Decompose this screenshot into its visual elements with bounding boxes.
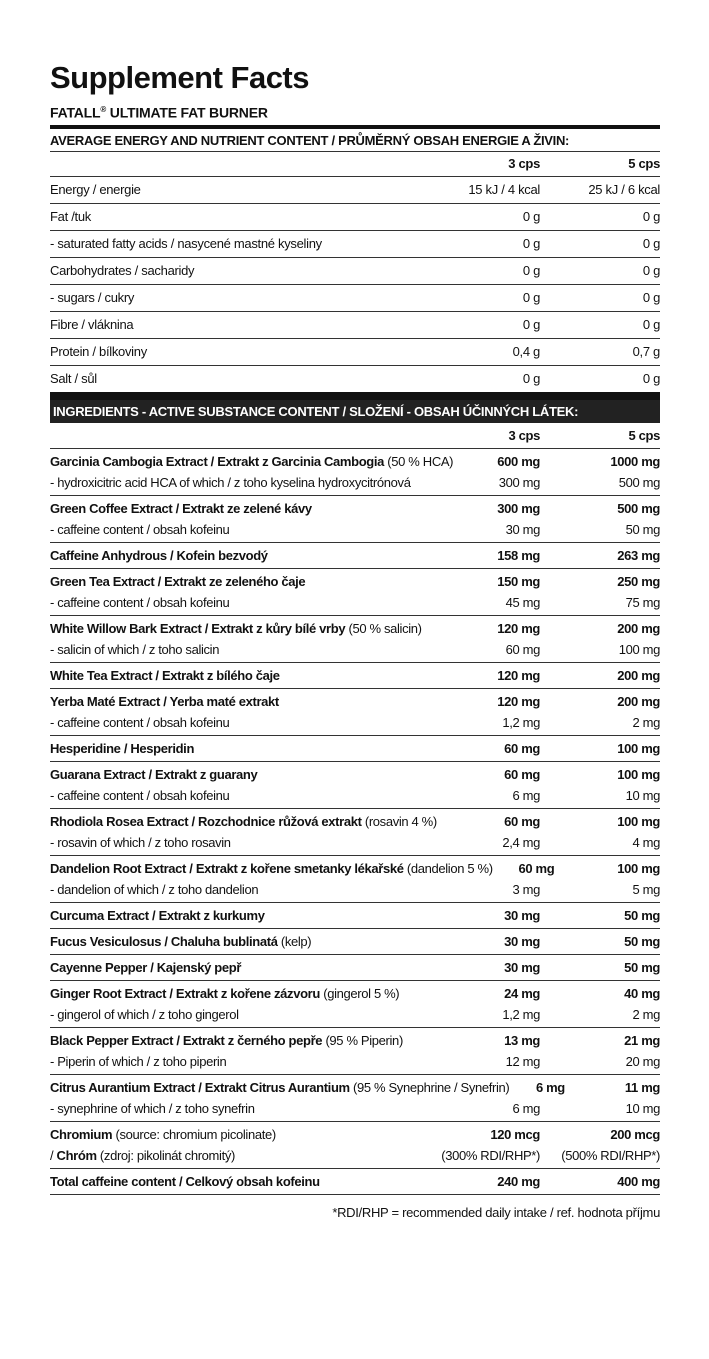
nutrient-5cps: 0 g	[642, 371, 660, 387]
ingredient-row	[50, 1074, 660, 1121]
chromium-note-cz: (zdroj: pikolinát chromitý)	[96, 1147, 235, 1163]
ingredient-sub-name: - caffeine content / obsah kofeinu	[50, 714, 230, 730]
ingredient-note: (95 % Piperin)	[322, 1032, 403, 1048]
registered-mark: ®	[100, 105, 107, 114]
ingredients-column-header	[50, 423, 660, 448]
ingredient-name: White Willow Bark Extract / Extrakt z kůry bílé vrby	[50, 620, 346, 636]
chromium-5cps: 200 mcg	[610, 1126, 660, 1142]
ingredient-row	[50, 902, 660, 928]
ingredient-name: Caffeine Anhydrous / Kofein bezvodý	[50, 547, 268, 563]
ingredient-sub-name: - caffeine content / obsah kofeinu	[50, 521, 230, 537]
ingredient-5cps: 40 mg	[624, 985, 660, 1001]
ingredient-sub-3cps: 12 mg	[505, 1053, 540, 1069]
ingredient-name: Hesperidine / Hesperidin	[50, 740, 195, 756]
ingredient-sub-name: - gingerol of which / z toho gingerol	[50, 1006, 239, 1022]
ingredient-name: Citrus Aurantium Extract / Extrakt Citrus Aurantium	[50, 1079, 350, 1095]
ingredient-sub-3cps: 2,4 mg	[502, 834, 540, 850]
total-caffeine-5cps: 400 mg	[617, 1173, 660, 1189]
nutrient-table	[50, 151, 660, 396]
ingredient-name: Curcuma Extract / Extrakt z kurkumy	[50, 907, 265, 923]
nutrient-5cps: 25 kJ / 6 kcal	[588, 182, 660, 198]
ingredient-row	[50, 662, 660, 688]
ingredient-note: (50 % salicin)	[345, 620, 422, 636]
ingredient-5cps: 100 mg	[617, 813, 660, 829]
ingredient-sub-name: - hydroxicitric acid HCA of which / z toho kyselina hydroxycitrónová	[50, 474, 411, 490]
col-5cps: 5 cps	[628, 156, 660, 172]
nutrient-row	[50, 311, 660, 338]
col-3cps: 3 cps	[508, 427, 540, 443]
ingredient-sub-5cps: 75 mg	[625, 594, 660, 610]
ingredient-row	[50, 735, 660, 761]
ingredient-3cps: 13 mg	[504, 1032, 540, 1048]
ingredient-sub-name: - dandelion of which / z toho dandelion	[50, 881, 259, 897]
nutrient-name: Energy / energie	[50, 182, 141, 198]
ingredient-row	[50, 808, 660, 855]
ingredient-sub-3cps: 3 mg	[512, 881, 540, 897]
ingredient-5cps: 50 mg	[624, 907, 660, 923]
ingredient-note: (gingerol 5 %)	[319, 985, 400, 1001]
ingredient-5cps: 21 mg	[624, 1032, 660, 1048]
ingredient-5cps: 50 mg	[624, 959, 660, 975]
ingredient-3cps: 60 mg	[504, 766, 540, 782]
nutrient-row	[50, 203, 660, 230]
nutrient-section-heading: AVERAGE ENERGY AND NUTRIENT CONTENT / PRŮMĚRNÝ OBSAH ENERGIE A ŽIVIN:	[50, 132, 570, 148]
nutrient-3cps: 0,4 g	[512, 344, 540, 360]
col-3cps: 3 cps	[508, 156, 540, 172]
brand-name: FATALL	[50, 104, 101, 121]
ingredient-sub-5cps: 20 mg	[625, 1053, 660, 1069]
ingredient-sub-3cps: 45 mg	[505, 594, 540, 610]
ingredient-sub-5cps: 50 mg	[625, 521, 660, 537]
ingredient-5cps: 200 mg	[617, 667, 660, 683]
ingredient-3cps: 150 mg	[497, 573, 540, 589]
ingredient-name: Guarana Extract / Extrakt z guarany	[50, 766, 258, 782]
ingredient-name: White Tea Extract / Extrakt z bílého čaje	[50, 667, 280, 683]
chromium-name-cz: Chróm	[56, 1147, 97, 1163]
ingredient-sub-name: - synephrine of which / z toho synefrin	[50, 1100, 255, 1116]
ingredient-sub-name: - rosavin of which / z toho rosavin	[50, 834, 231, 850]
ingredient-name: Green Tea Extract / Extrakt ze zeleného čaje	[50, 573, 306, 589]
nutrient-name: Salt / sůl	[50, 371, 97, 387]
ingredient-row	[50, 542, 660, 568]
ingredient-row	[50, 568, 660, 615]
ingredient-note: (95 % Synephrine / Synefrin)	[349, 1079, 510, 1095]
nutrient-3cps: 0 g	[522, 209, 540, 225]
nutrient-name: Protein / bílkoviny	[50, 344, 147, 360]
ingredient-name: Ginger Root Extract / Extrakt z kořene zázvoru	[50, 985, 320, 1001]
ingredient-5cps: 263 mg	[617, 547, 660, 563]
ingredient-5cps: 200 mg	[617, 620, 660, 636]
ingredient-5cps: 500 mg	[617, 500, 660, 516]
ingredient-name: Yerba Maté Extract / Yerba maté extrakt	[50, 693, 279, 709]
chromium-rdi-5cps: (500% RDI/RHP*)	[561, 1147, 660, 1163]
nutrient-5cps: 0 g	[642, 290, 660, 306]
ingredient-sub-3cps: 1,2 mg	[502, 1006, 540, 1022]
ingredient-row	[50, 980, 660, 1027]
nutrient-5cps: 0,7 g	[632, 344, 660, 360]
footnote: *RDI/RHP = recommended daily intake / ref. hodnota příjmu	[332, 1204, 660, 1220]
nutrient-name: - saturated fatty acids / nasycené mastné kyseliny	[50, 236, 322, 252]
chromium-3cps: 120 mcg	[490, 1126, 540, 1142]
nutrient-3cps: 0 g	[522, 290, 540, 306]
chromium-name-prefix: /	[50, 1147, 57, 1163]
ingredient-3cps: 60 mg	[504, 813, 540, 829]
ingredient-row	[50, 1027, 660, 1074]
ingredient-3cps: 120 mg	[497, 620, 540, 636]
ingredient-row	[50, 688, 660, 735]
col-5cps: 5 cps	[628, 427, 660, 443]
nutrient-row	[50, 230, 660, 257]
ingredient-name: Fucus Vesiculosus / Chaluha bublinatá	[50, 933, 278, 949]
ingredient-5cps: 100 mg	[617, 766, 660, 782]
nutrient-row	[50, 338, 660, 365]
nutrient-5cps: 0 g	[642, 263, 660, 279]
ingredient-note: (kelp)	[277, 933, 312, 949]
total-caffeine-row	[50, 1168, 660, 1195]
ingredient-sub-3cps: 6 mg	[512, 1100, 540, 1116]
ingredient-3cps: 30 mg	[504, 907, 540, 923]
nutrient-column-header	[50, 151, 660, 176]
ingredient-sub-3cps: 6 mg	[512, 787, 540, 803]
ingredient-sub-name: - caffeine content / obsah kofeinu	[50, 594, 230, 610]
ingredient-3cps: 158 mg	[497, 547, 540, 563]
ingredient-sub-5cps: 5 mg	[632, 881, 660, 897]
supplement-facts-panel	[50, 60, 660, 1220]
ingredient-sub-5cps: 2 mg	[632, 714, 660, 730]
nutrient-name: Carbohydrates / sacharidy	[50, 263, 195, 279]
ingredient-5cps: 200 mg	[617, 693, 660, 709]
ingredient-5cps: 250 mg	[617, 573, 660, 589]
ingredients-section-heading: INGREDIENTS - ACTIVE SUBSTANCE CONTENT / SLOŽENÍ - OBSAH ÚČINNÝCH LÁTEK:	[50, 396, 660, 423]
ingredient-sub-5cps: 4 mg	[632, 834, 660, 850]
ingredient-row	[50, 855, 660, 902]
nutrient-name: Fibre / vláknina	[50, 317, 134, 333]
nutrient-5cps: 0 g	[642, 236, 660, 252]
ingredient-row	[50, 495, 660, 542]
ingredient-sub-5cps: 10 mg	[625, 787, 660, 803]
chromium-row	[50, 1121, 660, 1168]
ingredient-sub-3cps: 300 mg	[498, 474, 540, 490]
product-name-rest: ULTIMATE FAT BURNER	[106, 104, 268, 121]
ingredient-5cps: 100 mg	[617, 860, 660, 876]
total-caffeine-3cps: 240 mg	[497, 1173, 540, 1189]
ingredient-3cps: 120 mg	[497, 693, 540, 709]
ingredient-note: (dandelion 5 %)	[403, 860, 493, 876]
nutrient-name: Fat /tuk	[50, 209, 91, 225]
ingredient-3cps: 60 mg	[504, 740, 540, 756]
nutrient-3cps: 0 g	[522, 236, 540, 252]
page-title: Supplement Facts	[50, 60, 309, 95]
chromium-rdi-3cps: (300% RDI/RHP*)	[441, 1147, 540, 1163]
ingredient-note: (50 % HCA)	[384, 453, 454, 469]
ingredient-5cps: 11 mg	[624, 1079, 660, 1095]
nutrient-row	[50, 284, 660, 311]
ingredient-name: Rhodiola Rosea Extract / Rozchodnice růžová extrakt	[50, 813, 362, 829]
ingredient-row	[50, 448, 660, 495]
ingredient-3cps: 30 mg	[504, 933, 540, 949]
ingredient-row	[50, 615, 660, 662]
ingredient-sub-name: - caffeine content / obsah kofeinu	[50, 787, 230, 803]
ingredient-row	[50, 954, 660, 980]
ingredient-sub-5cps: 500 mg	[618, 474, 660, 490]
ingredient-row	[50, 928, 660, 954]
nutrient-3cps: 0 g	[522, 371, 540, 387]
ingredient-row	[50, 761, 660, 808]
ingredient-5cps: 1000 mg	[610, 453, 660, 469]
ingredients-table	[50, 423, 660, 1121]
ingredient-name: Green Coffee Extract / Extrakt ze zelené kávy	[50, 500, 312, 516]
ingredient-3cps: 6 mg	[535, 1079, 565, 1095]
product-name	[50, 100, 660, 123]
nutrient-name: - sugars / cukry	[50, 290, 135, 306]
ingredient-3cps: 300 mg	[497, 500, 540, 516]
ingredient-3cps: 120 mg	[497, 667, 540, 683]
ingredient-name: Black Pepper Extract / Extrakt z černého pepře	[50, 1032, 323, 1048]
ingredient-name: Dandelion Root Extract / Extrakt z kořene smetanky lékařské	[50, 860, 404, 876]
ingredient-3cps: 24 mg	[504, 985, 540, 1001]
nutrient-row	[50, 257, 660, 284]
nutrient-row	[50, 176, 660, 203]
ingredient-name: Cayenne Pepper / Kajenský pepř	[50, 959, 242, 975]
ingredient-name: Garcinia Cambogia Extract / Extrakt z Garcinia Cambogia	[50, 453, 385, 469]
ingredient-note: (rosavin 4 %)	[361, 813, 437, 829]
ingredient-sub-name: - salicin of which / z toho salicin	[50, 641, 220, 657]
nutrient-5cps: 0 g	[642, 317, 660, 333]
ingredient-5cps: 100 mg	[617, 740, 660, 756]
ingredient-sub-name: - Piperin of which / z toho piperin	[50, 1053, 227, 1069]
nutrient-row	[50, 365, 660, 396]
ingredient-3cps: 30 mg	[504, 959, 540, 975]
total-caffeine-label: Total caffeine content / Celkový obsah kofeinu	[50, 1173, 320, 1189]
ingredient-3cps: 600 mg	[497, 453, 540, 469]
ingredient-sub-5cps: 100 mg	[618, 641, 660, 657]
ingredient-sub-3cps: 1,2 mg	[502, 714, 540, 730]
nutrient-3cps: 15 kJ / 4 kcal	[468, 182, 540, 198]
ingredient-sub-3cps: 60 mg	[505, 641, 540, 657]
nutrient-3cps: 0 g	[522, 317, 540, 333]
ingredient-sub-5cps: 10 mg	[625, 1100, 660, 1116]
ingredient-5cps: 50 mg	[624, 933, 660, 949]
ingredient-sub-3cps: 30 mg	[505, 521, 540, 537]
ingredient-3cps: 60 mg	[518, 860, 555, 876]
nutrient-3cps: 0 g	[522, 263, 540, 279]
chromium-note: (source: chromium picolinate)	[112, 1126, 276, 1142]
nutrient-5cps: 0 g	[642, 209, 660, 225]
chromium-name: Chromium	[50, 1126, 113, 1142]
ingredient-sub-5cps: 2 mg	[632, 1006, 660, 1022]
